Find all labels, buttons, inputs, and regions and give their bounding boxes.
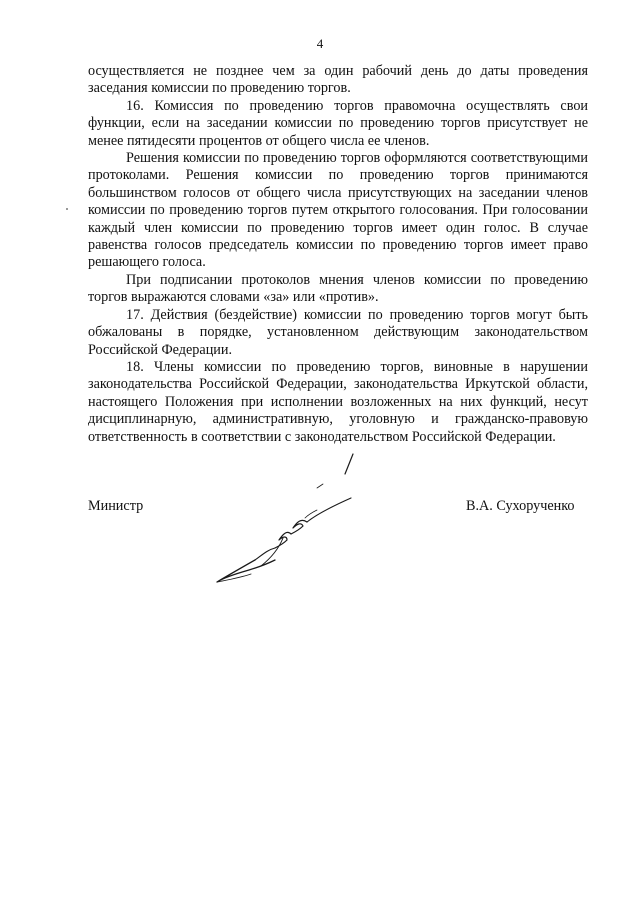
paragraph-18: 18. Члены комиссии по проведению торгов, виновные в нарушении законодательства Российской Федерации, законодательства Иркутской области, настоящего Положения при исполнении возложенных на них функций, несут дисциплинарную, административную, уголовную и гражданско-правовую ответственность в соответствии с законодательством Российской Федерации.: [88, 358, 588, 445]
paragraph-decisions: Решения комиссии по проведению торгов оформляются соответствующими протоколами. Решения комиссии по проведению торгов принимаются большинством голосов от общего числа присутствующих на заседании членов комиссии по проведению торгов путем открытого голосования. При голосовании каждый член комиссии по проведению торгов имеет один голос. В случае равенства голосов председатель комиссии по проведению торгов имеет право решающего голоса.: [88, 150, 588, 271]
paragraph-protocols: При подписании протоколов мнения членов комиссии по проведению торгов выражаются словами «за» или «против».: [88, 271, 588, 306]
page-number: 4: [316, 36, 324, 51]
paragraph-continuation: осуществляется не позднее чем за один рабочий день до даты проведения заседания комиссии по проведению торгов.: [88, 63, 588, 97]
document-body: [88, 63, 588, 446]
margin-mark: [66, 208, 68, 210]
signatory-name: В.А. Сухорученко: [466, 498, 575, 514]
signatory-position: Министр: [88, 498, 144, 514]
paragraph-16: 16. Комиссия по проведению торгов правомочна осуществлять свои функции, если на заседании комиссии по проведению торгов присутствует не менее пятидесяти процентов от общего числа ее членов.: [88, 97, 588, 149]
paragraph-17: 17. Действия (бездействие) комиссии по проведению торгов могут быть обжалованы в порядке, установленном действующим законодательством Российской Федерации.: [88, 306, 588, 358]
handwritten-signature-icon: [205, 440, 375, 600]
